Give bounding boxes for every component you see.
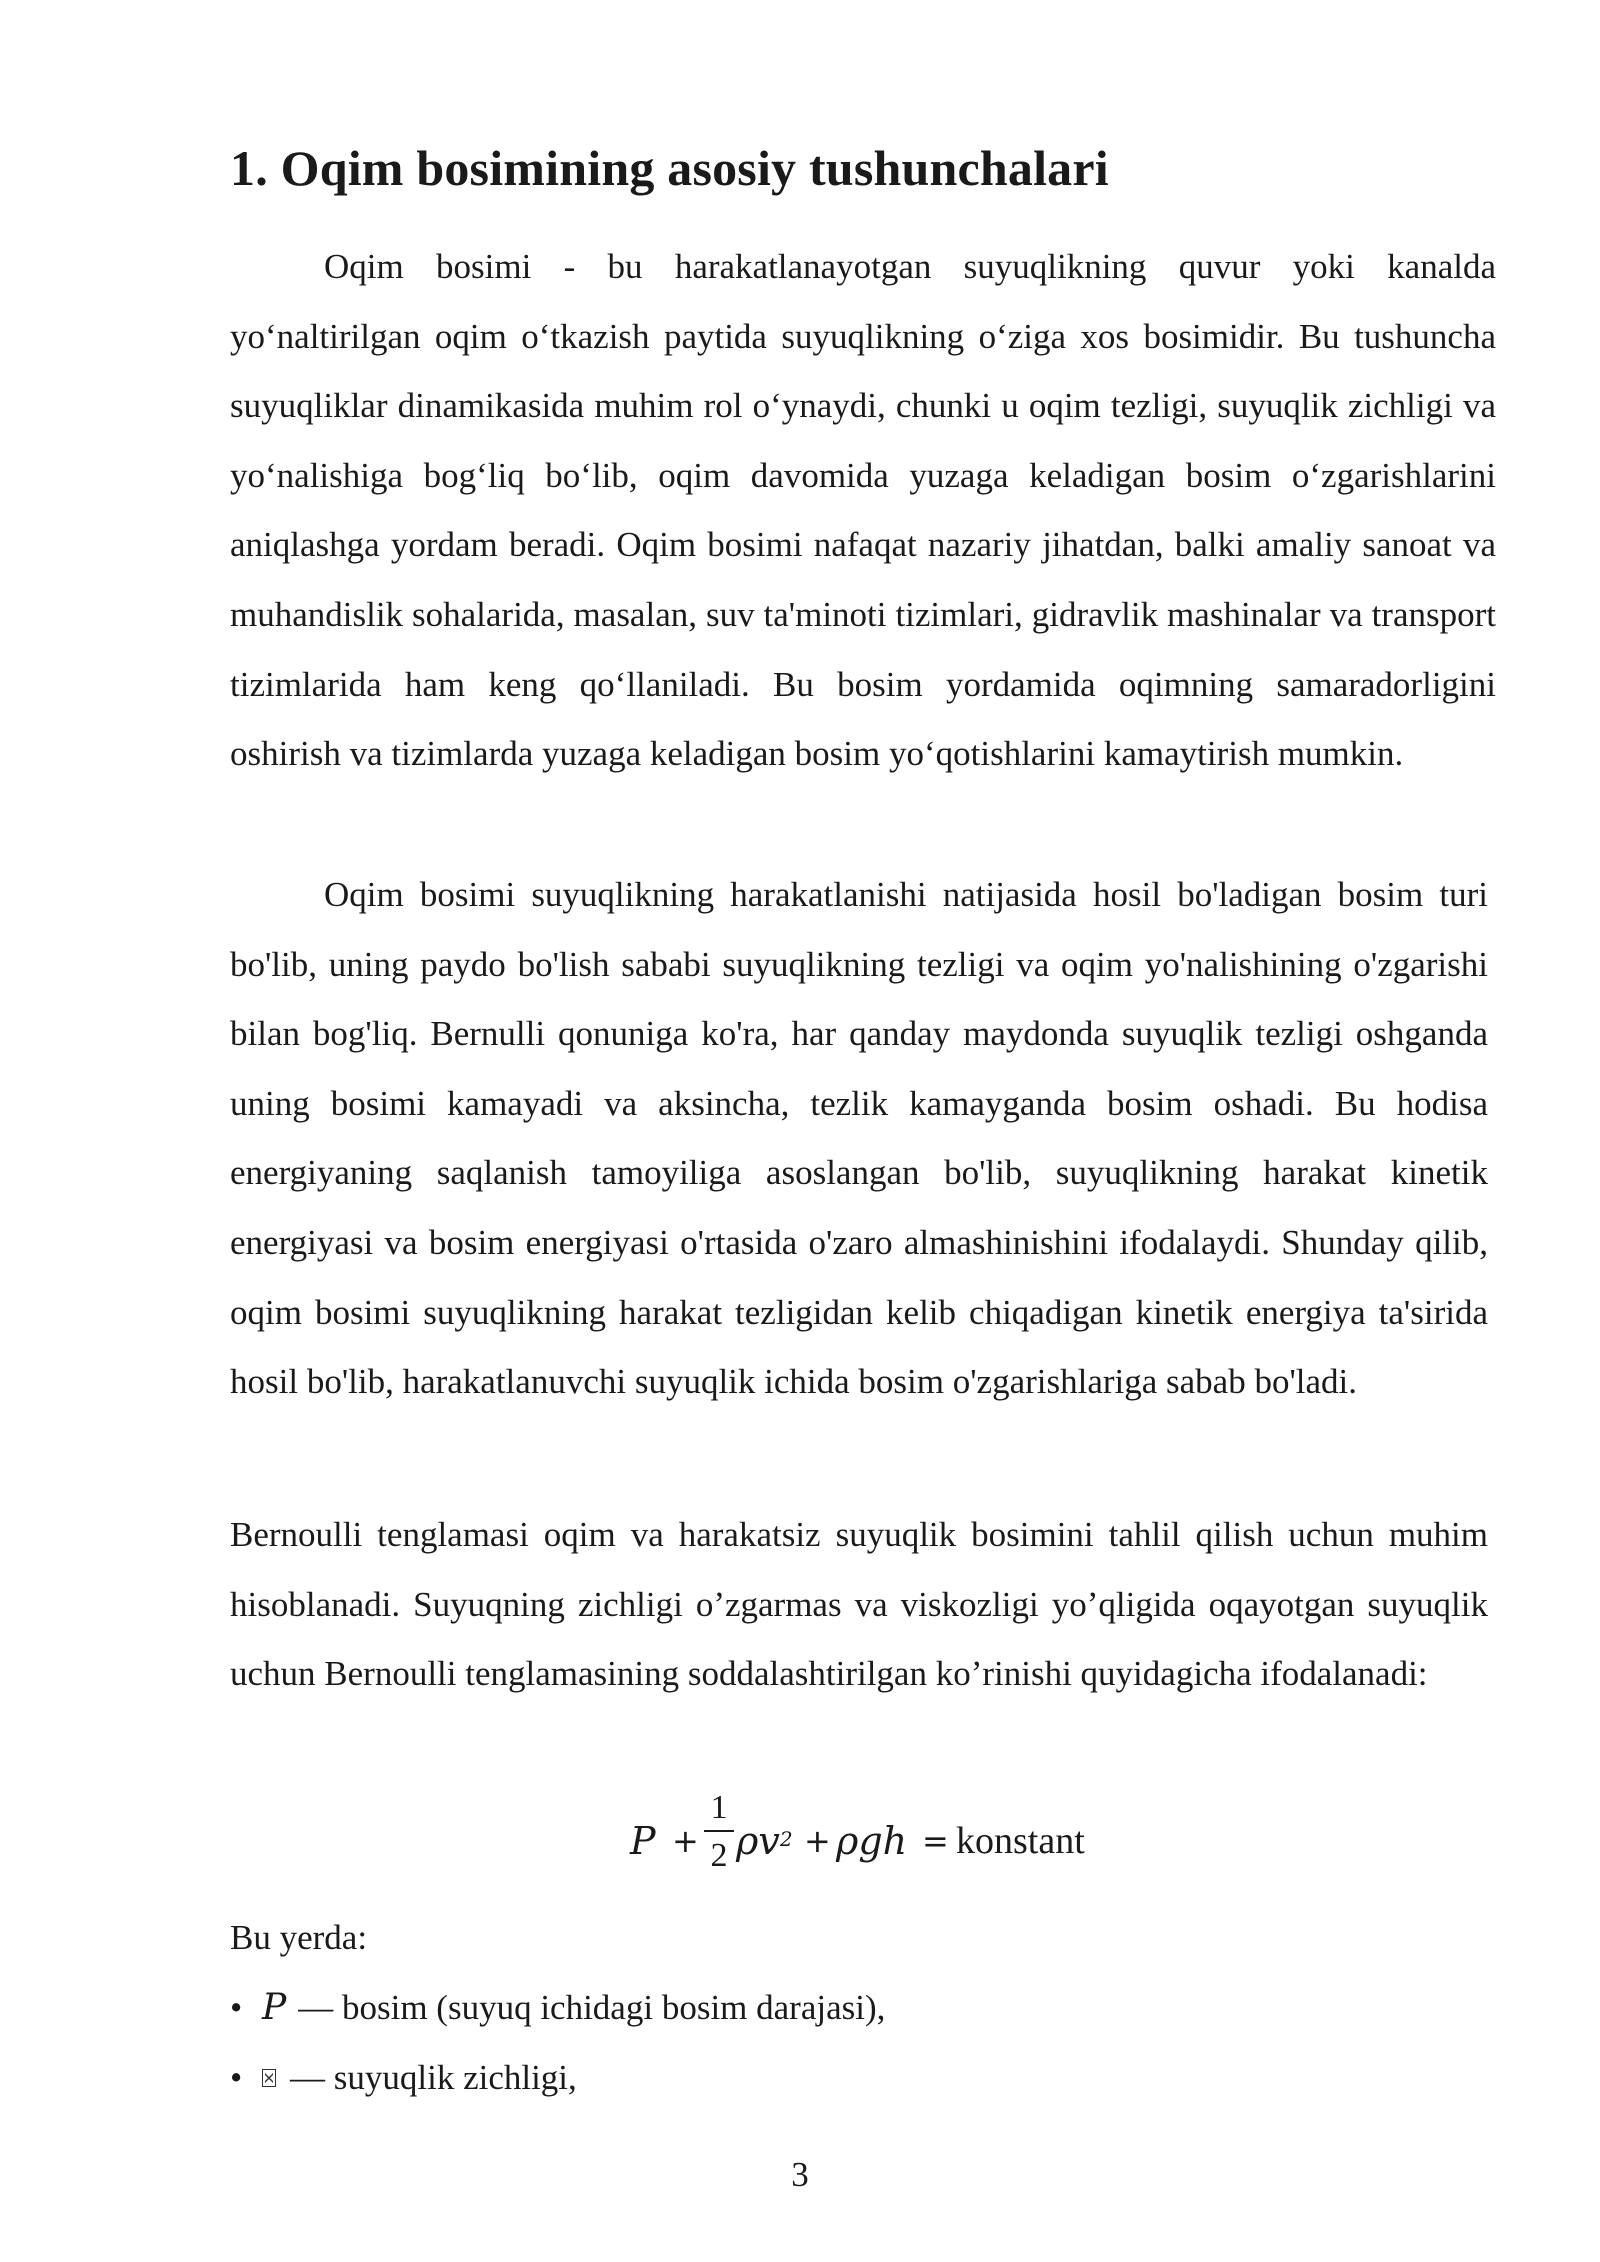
formula-fraction-denominator: 2 [710,1837,728,1874]
formula-rho-v-text: ρv [736,1819,780,1863]
paragraph-3: Bernoulli tenglamasi oqim va harakatsiz suyuqlik bosimini tahlil qilish uchun muhim hisoblanadi. Suyuqning zichligi oʼzgarmas va viskozligi yoʼqligida oqayotgan suyuqlik uchun Bernoulli tenglamasining soddalashtirilgan koʼrinishi quyidagicha ifodalanadi: [230,1515,1488,1694]
formula-exponent: 2 [779,1827,793,1851]
formula-fraction-bar [704,1830,734,1832]
formula-rho-v [736,1816,793,1866]
bullet-dot: • [230,2058,243,2097]
bullet-item-density [230,2048,577,2108]
bullet-text: — suyuqlik zichligi, [290,2058,577,2097]
bullet-dot: • [230,1988,243,2027]
missing-glyph-icon [262,2069,276,2087]
formula-fraction [704,1788,734,1876]
bullet-intro: Bu yerda: [230,1918,368,1957]
section-heading: 1. Oqim bosimining asosiy tushunchalari [230,140,1109,196]
bullet-symbol-p: P [262,1987,287,2028]
formula-fraction-numerator: 1 [710,1789,728,1826]
formula-rhs: konstant [956,1820,1085,1862]
bullet-text: — bosim (suyuq ichidagi bosim darajasi), [298,1988,886,2027]
formula-plus-1: + [672,1822,699,1860]
paragraph-2: Oqim bosimi suyuqlikning harakatlanishi natijasida hosil bo'ladigan bosim turi bo'lib, uning paydo bo'lish sababi suyuqlikning tezligi va oqim yo'nalishining o'zgarishi bilan bog'liq. Bernulli qonuniga ko'ra, har qanday maydonda suyuqlik tezligi oshganda uning bosimi kamayadi va aksincha, tezlik kamayganda bosim oshadi. Bu hodisa energiyaning saqlanish tamoyiliga asoslangan bo'lib, suyuqlikning harakat kinetik energiyasi va bosim energiyasi o'rtasida o'zaro almashinishini ifodalaydi. Shunday qilib, oqim bosimi suyuqlikning harakat tezligidan kelib chiqadigan kinetik energiya ta'sirida hosil bo'lib, harakatlanuvchi suyuqlik ichida bosim o'zgarishlariga sabab bo'ladi. [230,875,1488,1402]
formula-rho-g-h: ρgh [836,1819,908,1863]
formula-plus-2: + [804,1822,831,1860]
paragraph-1: Oqim bosimi - bu harakatlanayotgan suyuqlikning quvur yoki kanalda yoʻnaltirilgan oqim oʻtkazish paytida suyuqlikning oʻziga xos bosimidir. Bu tushuncha suyuqliklar dinamikasida muhim rol oʻynaydi, chunki u oqim tezligi, suyuqlik zichligi va yoʻnalishiga bogʻliq boʻlib, oqim davomida yuzaga keladigan bosim oʻzgarishlarini aniqlashga yordam beradi. Oqim bosimi nafaqat nazariy jihatdan, balki amaliy sanoat va muhandislik sohalarida, masalan, suv ta'minoti tizimlari, gidravlik mashinalar va transport tizimlarida ham keng qoʻllaniladi. Bu bosim yordamida oqimning samaradorligini oshirish va tizimlarda yuzaga keladigan bosim yoʻqotishlarini kamaytirish mumkin. [230,247,1496,774]
formula-equals: = [922,1822,949,1860]
bullet-item-pressure [230,1978,885,2038]
page-number: 3 [791,2155,809,2194]
formula-pressure-symbol: P [630,1819,656,1863]
